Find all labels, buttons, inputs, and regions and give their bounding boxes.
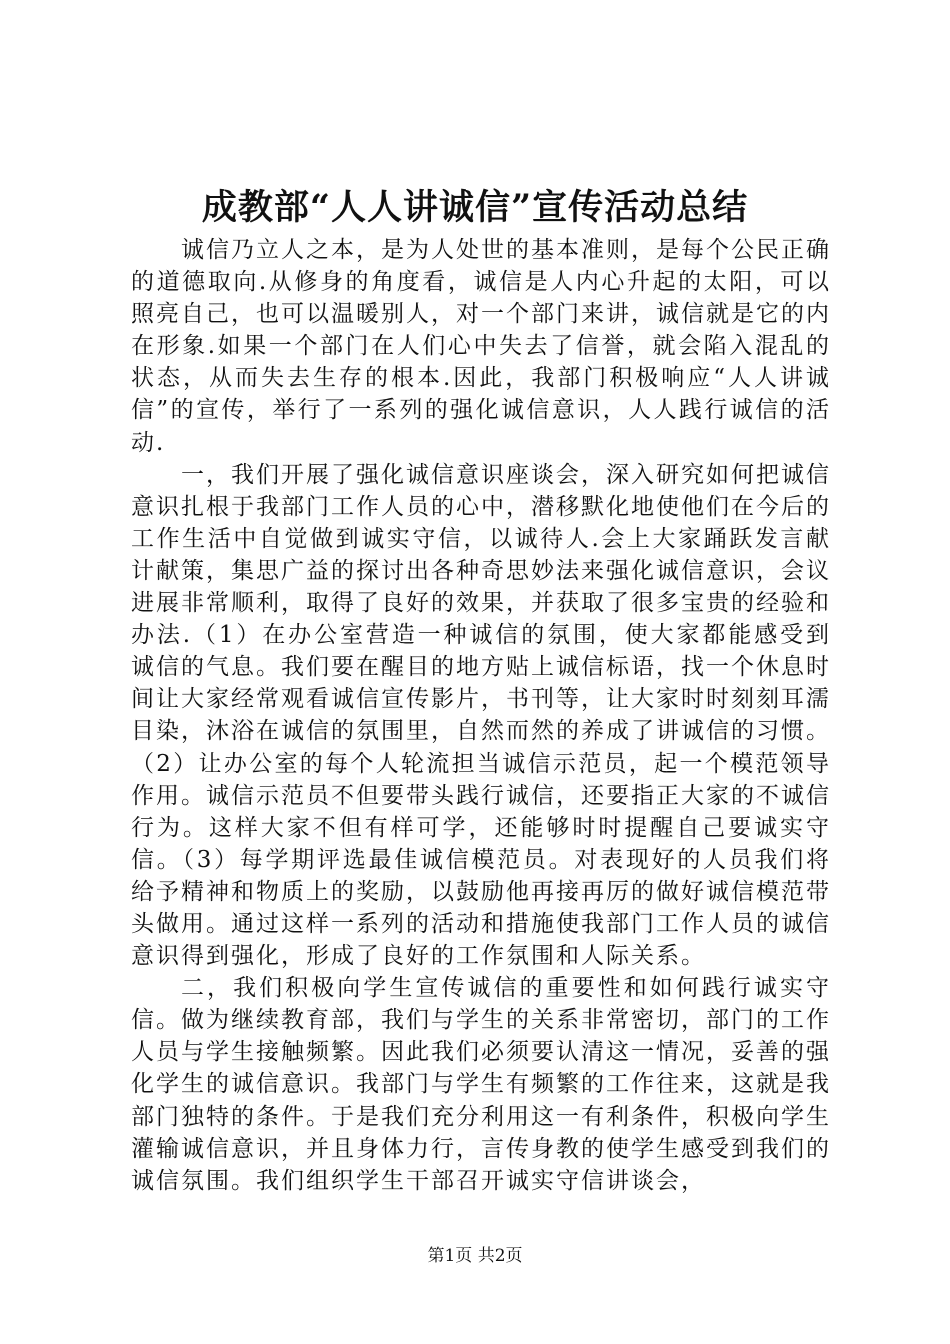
document-body — [131, 234, 831, 1197]
page-number-footer: 第1页 共2页 — [427, 1246, 523, 1266]
paragraph-section-1: 一，我们开展了强化诚信意识座谈会，深入研究如何把诚信意识扎根于我部门工作人员的心中，潜移默化地使他们在今后的工作生活中自觉做到诚实守信，以诚待人.会上大家踊跃发言献计献策，集思广益的探讨出各种奇思妙法来强化诚信意识，会议进展非常顺利，取得了良好的效果，并获取了很多宝贵的经验和办法.（1）在办公室营造一种诚信的氛围，使大家都能感受到诚信的气息。我们要在醒目的地方贴上诚信标语，找一个休息时间让大家经常观看诚信宣传影片，书刊等，让大家时时刻刻耳濡目染，沐浴在诚信的氛围里，自然而然的养成了讲诚信的习惯。（2）让办公室的每个人轮流担当诚信示范员，起一个模范领导作用。诚信示范员不但要带头践行诚信，还要指正大家的不诚信行为。这样大家不但有样可学，还能够时时提醒自己要诚实守信。（3）每学期评选最佳诚信模范员。对表现好的人员我们将给予精神和物质上的奖励，以鼓励他再接再厉的做好诚信模范带头做用。通过这样一系列的活动和措施使我部门工作人员的诚信意识得到强化，形成了良好的工作氛围和人际关系。 — [131, 461, 831, 970]
paragraph-section-2: 二，我们积极向学生宣传诚信的重要性和如何践行诚实守信。做为继续教育部，我们与学生的关系非常密切，部门的工作人员与学生接触频繁。因此我们必须要认清这一情况，妥善的强化学生的诚信意识。我部门与学生有频繁的工作往来，这就是我部门独特的条件。于是我们充分利用这一有利条件，积极向学生灌输诚信意识，并且身体力行，言传身教的使学生感受到我们的诚信氛围。我们组织学生干部召开诚实守信讲谈会， — [131, 975, 831, 1194]
paragraph-intro: 诚信乃立人之本，是为人处世的基本准则，是每个公民正确的道德取向.从修身的角度看，诚信是人内心升起的太阳，可以照亮自己，也可以温暖别人，对一个部门来讲，诚信就是它的内在形象.如果一个部门在人们心中失去了信誉，就会陷入混乱的状态，从而失去生存的根本.因此，我部门积极响应“人人讲诚信”的宣传，举行了一系列的强化诚信意识，人人践行诚信的活动. — [131, 237, 831, 456]
document-title: 成教部“人人讲诚信”宣传活动总结 — [201, 187, 749, 228]
